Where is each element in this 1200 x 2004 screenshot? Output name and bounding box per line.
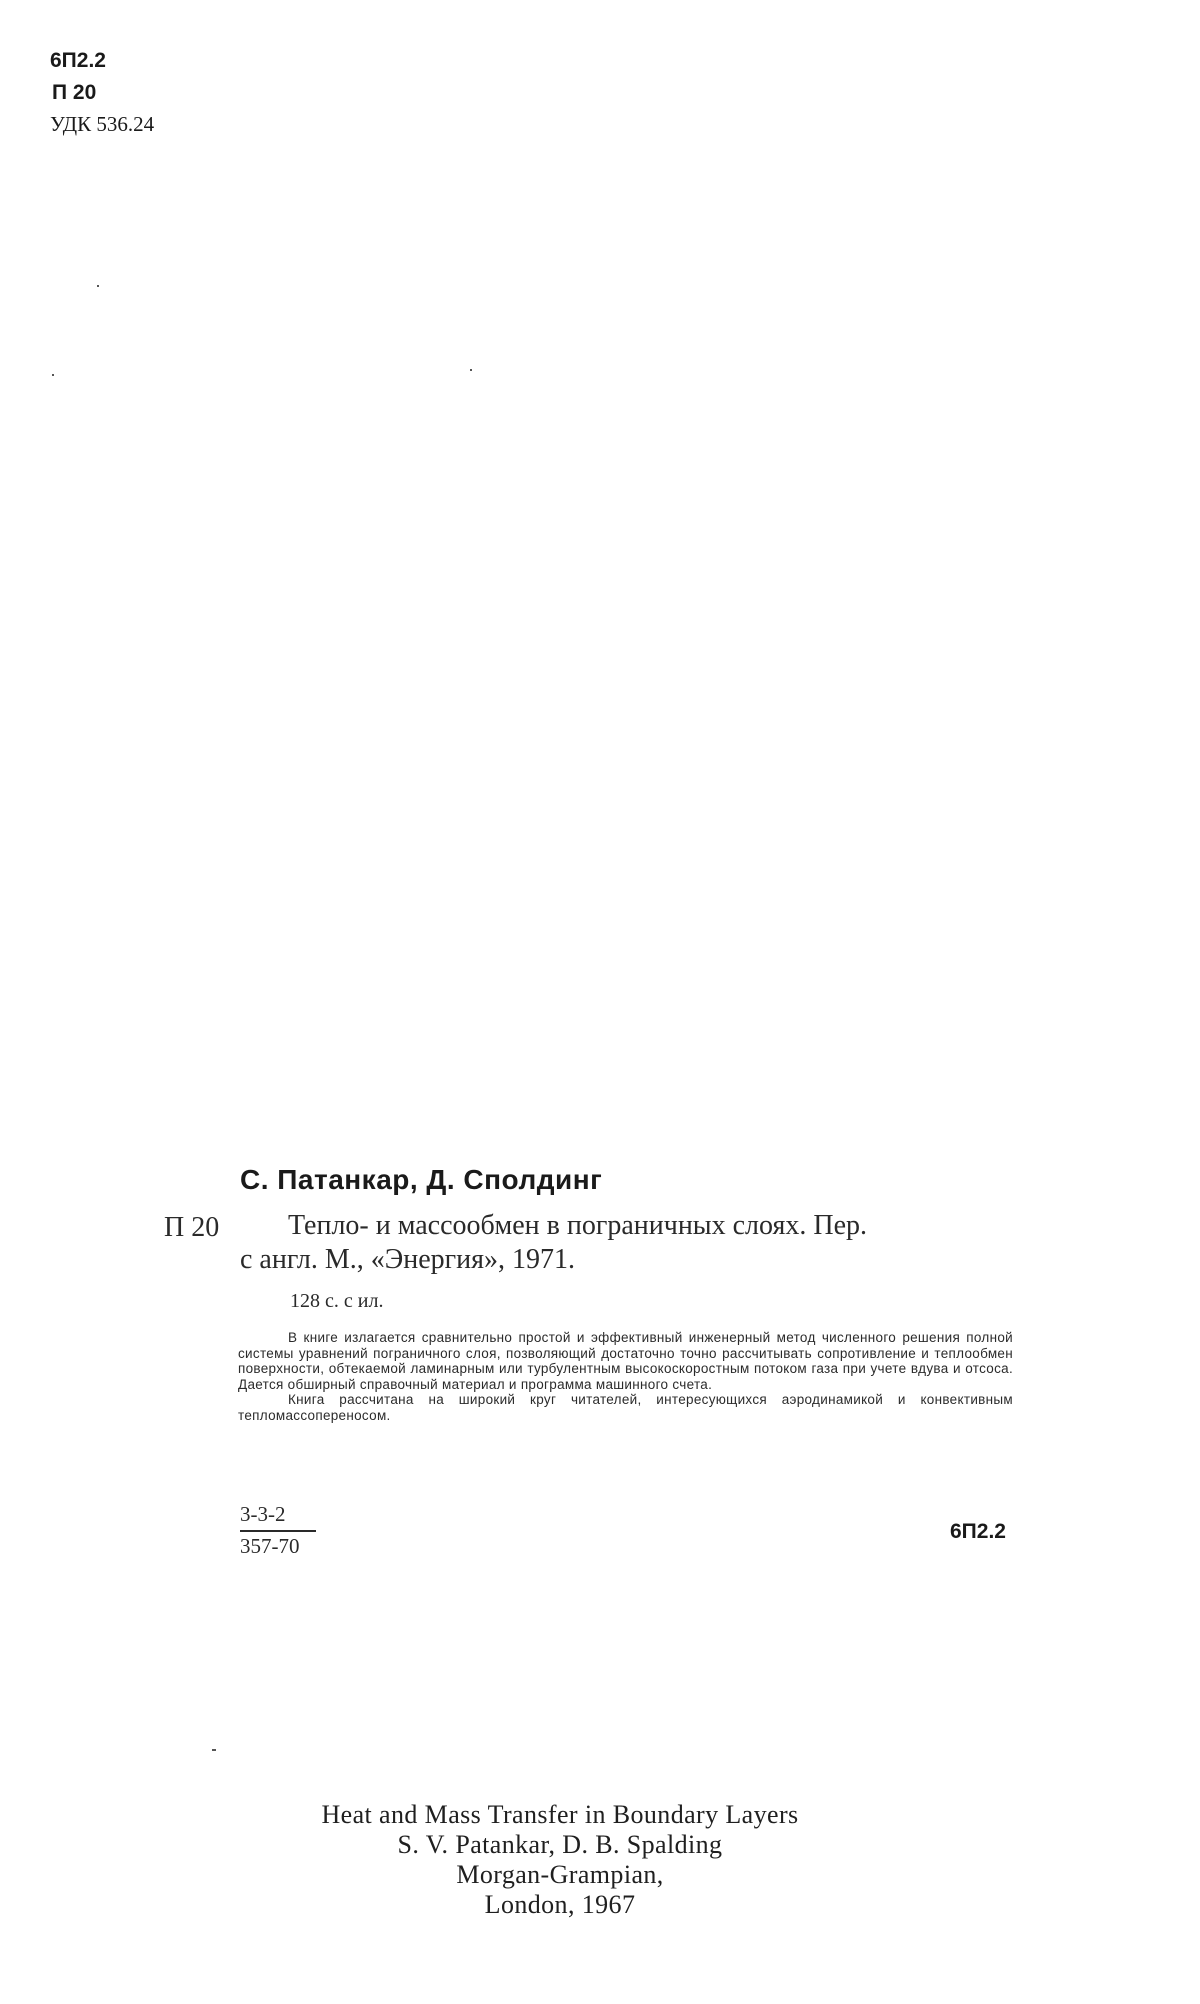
card-code: П 20 (164, 1212, 220, 1243)
annotation (238, 1330, 1013, 1424)
bbk-index: 6П2.2 (50, 49, 106, 72)
book-title-line-1: Тепло- и массообмен в пограничных слоях. Пер. (288, 1210, 868, 1241)
fraction-line (240, 1530, 316, 1532)
original-authors: S. V. Patankar, D. B. Spalding (397, 1830, 723, 1859)
original-title: Heat and Mass Transfer in Boundary Layers (321, 1800, 799, 1829)
scan-speck (470, 369, 472, 371)
authors-heading: С. Патанкар, Д. Сполдинг (240, 1164, 603, 1195)
scan-speck (97, 285, 99, 287)
original-edition (250, 1800, 870, 1920)
scan-speck (52, 374, 54, 376)
book-title-line-2: с англ. М., «Энергия», 1971. (240, 1244, 576, 1275)
index-numerator: 3-3-2 (240, 1502, 286, 1526)
udk-index: УДК 536.24 (50, 112, 155, 136)
annotation-paragraph-1: В книге излагается сравнительно простой и эффективный инженерный метод численного решения полной системы уравнений пограничного слоя, позволяющий достаточно точно рассчитывать сопротивление и теплообмен поверхности, обтекаемой ламинарным или турбулентным высокоскоростным потоком газа при учете вдува и отсоса. Дается обширный справочный материал и программа машинного счета. (238, 1330, 1013, 1392)
index-denominator: 357-70 (240, 1534, 300, 1558)
right-bbk-index: 6П2.2 (950, 1520, 1006, 1543)
author-mark: П 20 (52, 81, 97, 104)
scan-speck (212, 1749, 216, 1751)
original-place-year: London, 1967 (484, 1890, 636, 1919)
original-publisher: Morgan-Grampian, (456, 1860, 664, 1889)
page-count: 128 с. с ил. (290, 1290, 384, 1312)
annotation-paragraph-2: Книга рассчитана на широкий круг читателей, интересующихся аэродинамикой и конвективным тепломассопереносом. (238, 1392, 1013, 1423)
